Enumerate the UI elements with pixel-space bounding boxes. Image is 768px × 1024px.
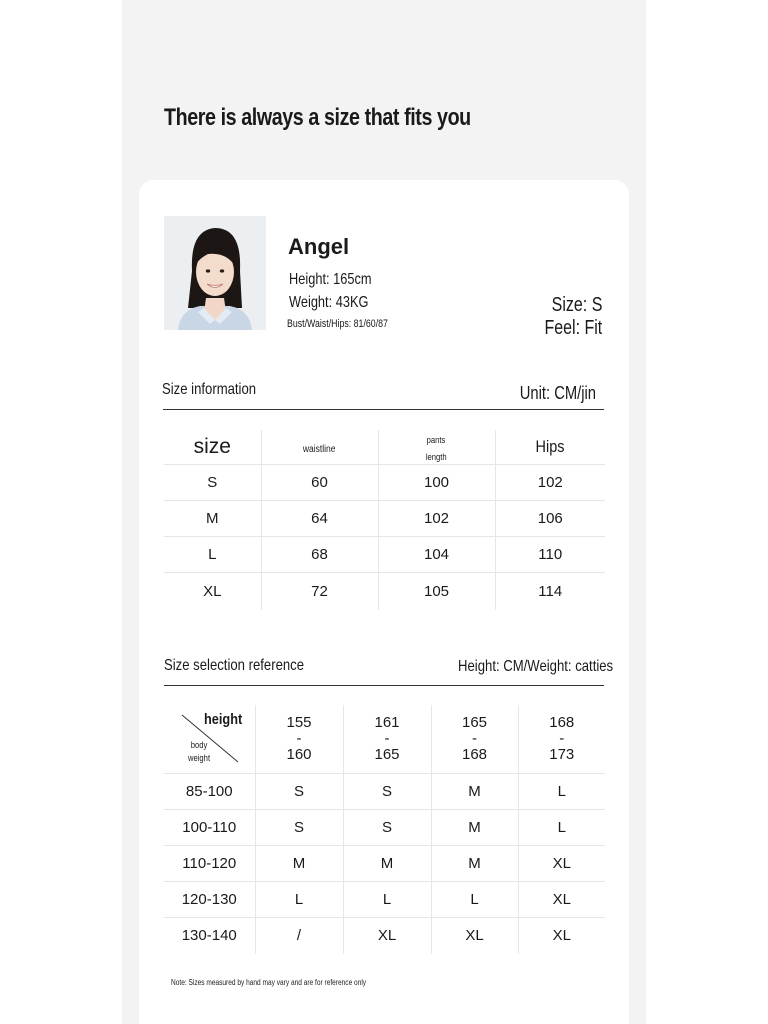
table-row bbox=[164, 846, 605, 882]
size-cell: XL bbox=[164, 573, 261, 610]
model-photo bbox=[164, 216, 266, 330]
size-cell: L bbox=[518, 774, 605, 810]
size-cell: M bbox=[431, 810, 518, 846]
size-cell: XL bbox=[431, 918, 518, 954]
size-cell: L bbox=[343, 882, 431, 918]
table-row bbox=[164, 882, 605, 918]
header-pants-length: pants length bbox=[378, 430, 495, 465]
size-cell: M bbox=[431, 846, 518, 882]
model-measurements: Bust/Waist/Hips: 81/60/87 bbox=[287, 318, 388, 330]
hips-cell: 114 bbox=[538, 582, 563, 600]
pants-length-cell: 102 bbox=[378, 501, 495, 537]
table-row bbox=[164, 573, 605, 610]
size-cell: L bbox=[164, 537, 261, 573]
weight-range-cell: 110-120 bbox=[164, 846, 255, 882]
height-range-cell: 165 - 168 bbox=[431, 705, 518, 774]
model-name: Angel bbox=[288, 234, 350, 259]
table-row bbox=[164, 501, 605, 537]
size-cell: M bbox=[343, 846, 431, 882]
model-portrait-image bbox=[164, 216, 266, 330]
size-ref-header-row bbox=[164, 705, 605, 774]
size-cell: S bbox=[343, 810, 431, 846]
model-height: Height: 165cm bbox=[289, 271, 372, 288]
corner-header bbox=[164, 705, 255, 774]
size-cell: S bbox=[255, 810, 343, 846]
size-cell: S bbox=[164, 465, 261, 501]
weight-range-cell: 130-140 bbox=[164, 918, 255, 954]
size-info-header-row bbox=[164, 430, 605, 465]
size-info-divider bbox=[163, 409, 604, 410]
size-cell: M bbox=[164, 501, 261, 537]
size-ref-unit: Height: CM/Weight: catties bbox=[457, 658, 613, 675]
height-range-cell: 168 - 173 bbox=[518, 705, 605, 774]
model-size: Size: S bbox=[551, 294, 602, 316]
weight-range-cell: 120-130 bbox=[164, 882, 255, 918]
weight-range-cell: 85-100 bbox=[164, 774, 255, 810]
size-cell: / bbox=[255, 918, 343, 954]
table-row bbox=[164, 537, 605, 573]
size-cell: XL bbox=[552, 927, 571, 945]
page-headline: There is always a size that fits you bbox=[164, 104, 471, 131]
corner-height-label: height bbox=[204, 711, 243, 728]
size-ref-divider bbox=[164, 685, 604, 686]
pants-length-cell: 105 bbox=[378, 573, 495, 610]
hips-cell: 110 bbox=[495, 537, 605, 573]
measurement-note: Note: Sizes measured by hand may vary and are for reference only bbox=[171, 978, 367, 987]
height-range-cell: 155 - 160 bbox=[255, 705, 343, 774]
size-cell: M bbox=[431, 774, 518, 810]
waistline-cell: 72 bbox=[261, 573, 378, 610]
table-row bbox=[164, 465, 605, 501]
height-range-cell: 161 - 165 bbox=[343, 705, 431, 774]
waistline-cell: 64 bbox=[261, 501, 378, 537]
pants-length-cell: 100 bbox=[378, 465, 495, 501]
table-row bbox=[164, 810, 605, 846]
size-cell: L bbox=[431, 882, 518, 918]
size-cell: L bbox=[518, 810, 605, 846]
size-info-unit: Unit: CM/jin bbox=[519, 383, 596, 403]
size-cell: S bbox=[255, 774, 343, 810]
corner-weight-label: body weight bbox=[187, 740, 211, 763]
size-cell: XL bbox=[518, 846, 605, 882]
header-size: size bbox=[164, 430, 261, 465]
size-ref-table bbox=[164, 705, 605, 954]
size-ref-title: Size selection reference bbox=[164, 657, 305, 674]
size-info-table bbox=[164, 430, 605, 610]
size-cell: XL bbox=[343, 918, 431, 954]
model-feel: Feel: Fit bbox=[544, 317, 602, 339]
model-weight: Weight: 43KG bbox=[289, 294, 369, 311]
weight-range-cell: 100-110 bbox=[164, 810, 255, 846]
waistline-cell: 60 bbox=[261, 465, 378, 501]
pants-length-cell: 104 bbox=[378, 537, 495, 573]
header-hips: Hips bbox=[495, 430, 605, 465]
size-cell: L bbox=[255, 882, 343, 918]
waistline-cell: 68 bbox=[261, 537, 378, 573]
table-row bbox=[164, 918, 605, 954]
hips-cell: 106 bbox=[495, 501, 605, 537]
header-waistline: waistline bbox=[261, 430, 378, 465]
size-cell: M bbox=[255, 846, 343, 882]
size-cell: XL bbox=[518, 882, 605, 918]
table-row bbox=[164, 774, 605, 810]
size-cell: S bbox=[343, 774, 431, 810]
hips-cell: 102 bbox=[495, 465, 605, 501]
size-info-title: Size information bbox=[162, 381, 257, 398]
